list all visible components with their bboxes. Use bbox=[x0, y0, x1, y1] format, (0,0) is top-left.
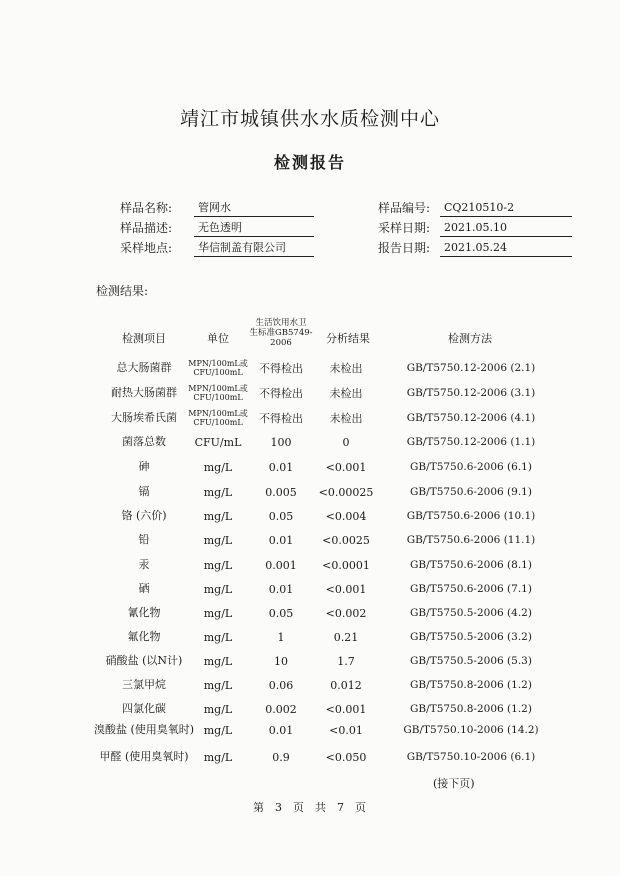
cell-unit: mg/L bbox=[203, 606, 233, 620]
cell-standard: 0.01 bbox=[268, 582, 294, 596]
sample-date-label: 采样日期: bbox=[378, 221, 431, 235]
table-row bbox=[0, 601, 620, 625]
field-sample-no bbox=[378, 200, 515, 216]
cell-unit: mg/L bbox=[203, 533, 233, 547]
cell-result: <0.0025 bbox=[322, 533, 370, 547]
cell-standard: 0.002 bbox=[265, 702, 297, 716]
sample-desc-label: 样品描述: bbox=[120, 221, 173, 235]
org-title: 靖江市城镇供水水质检测中心 bbox=[179, 108, 440, 130]
continued-note: (接下页) bbox=[433, 777, 475, 790]
cell-item: 铅 bbox=[138, 533, 150, 546]
cell-item: 总大肠菌群 bbox=[116, 361, 172, 374]
cell-standard: 100 bbox=[270, 435, 292, 449]
table-row bbox=[0, 528, 620, 552]
cell-standard: 不得检出 bbox=[259, 412, 303, 425]
cell-method: GB/T5750.12-2006 (4.1) bbox=[406, 412, 536, 424]
pager-ye2: 页 bbox=[355, 801, 367, 814]
cell-standard: 0.005 bbox=[265, 485, 297, 499]
cell-method: GB/T5750.8-2006 (1.2) bbox=[410, 679, 532, 691]
cell-result: <0.00025 bbox=[318, 485, 374, 499]
sample-desc-value: 无色透明 bbox=[194, 220, 314, 237]
cell-unit: mg/L bbox=[203, 582, 233, 596]
table-row bbox=[0, 356, 620, 380]
section-label: 检测结果: bbox=[96, 284, 149, 298]
cell-item: 四氯化碳 bbox=[122, 702, 166, 715]
cell-result: <0.01 bbox=[329, 723, 363, 737]
report-title: 检测报告 bbox=[273, 153, 346, 172]
page-footer bbox=[0, 799, 620, 815]
cell-item: 耐热大肠菌群 bbox=[111, 386, 177, 399]
cell-item: 镉 bbox=[138, 485, 150, 498]
cell-method: GB/T5750.5-2006 (5.3) bbox=[410, 655, 532, 667]
table-row bbox=[0, 673, 620, 697]
cell-method: GB/T5750.6-2006 (10.1) bbox=[406, 510, 536, 522]
table-row bbox=[0, 577, 620, 601]
cell-method: GB/T5750.6-2006 (7.1) bbox=[410, 583, 532, 595]
field-site bbox=[120, 240, 286, 256]
cell-item: 溴酸盐 (使用臭氧时) bbox=[93, 723, 195, 736]
cell-unit: mg/L bbox=[203, 558, 233, 572]
cell-item: 三氯甲烷 bbox=[122, 678, 166, 691]
cell-item: 砷 bbox=[138, 460, 150, 473]
cell-standard: 不得检出 bbox=[259, 387, 303, 400]
field-report-date bbox=[378, 240, 507, 256]
cell-result: 0.21 bbox=[333, 630, 359, 644]
header-method: 检测方法 bbox=[448, 332, 492, 345]
header-standard-line2: 生标准GB5749- bbox=[249, 328, 313, 338]
cell-method: GB/T5750.6-2006 (11.1) bbox=[406, 534, 536, 546]
cell-standard: 0.05 bbox=[268, 606, 294, 620]
table-row bbox=[0, 455, 620, 479]
cell-standard: 0.05 bbox=[268, 509, 294, 523]
pager-di: 第 bbox=[253, 801, 265, 814]
cell-standard: 10 bbox=[274, 654, 288, 668]
cell-item: 汞 bbox=[138, 558, 150, 571]
cell-standard: 0.01 bbox=[268, 723, 294, 737]
cell-standard: 0.06 bbox=[268, 678, 294, 692]
cell-result: 0 bbox=[342, 435, 350, 449]
cell-method: GB/T5750.10-2006 (6.1) bbox=[406, 751, 536, 763]
cell-standard: 0.001 bbox=[265, 558, 297, 572]
sample-date-value: 2021.05.10 bbox=[440, 220, 572, 237]
cell-method: GB/T5750.12-2006 (3.1) bbox=[406, 387, 536, 399]
cell-result: <0.050 bbox=[325, 750, 367, 764]
field-sample-desc bbox=[120, 220, 242, 236]
table-row bbox=[0, 553, 620, 577]
cell-standard: 0.01 bbox=[268, 533, 294, 547]
header-result: 分析结果 bbox=[326, 332, 370, 345]
cell-result: <0.0001 bbox=[322, 558, 370, 572]
site-label: 采样地点: bbox=[120, 241, 173, 255]
report-date-label: 报告日期: bbox=[378, 241, 431, 255]
cell-result: <0.004 bbox=[325, 509, 367, 523]
cell-unit: mg/L bbox=[203, 509, 233, 523]
cell-unit: mg/L bbox=[203, 723, 233, 737]
sample-name-label: 样品名称: bbox=[120, 201, 173, 215]
cell-method: GB/T5750.10-2006 (14.2) bbox=[403, 724, 539, 736]
cell-unit: mg/L bbox=[203, 750, 233, 764]
cell-result: 未检出 bbox=[329, 387, 363, 400]
cell-standard: 不得检出 bbox=[259, 362, 303, 375]
cell-method: GB/T5750.6-2006 (6.1) bbox=[410, 461, 532, 473]
cell-item: 氰化物 bbox=[127, 606, 161, 619]
cell-result: <0.002 bbox=[325, 606, 367, 620]
cell-unit: CFU/mL bbox=[194, 435, 242, 449]
cell-result: 未检出 bbox=[329, 362, 363, 375]
sample-no-label: 样品编号: bbox=[378, 201, 431, 215]
cell-method: GB/T5750.12-2006 (1.1) bbox=[406, 436, 536, 448]
cell-unit: MPN/100mL或 CFU/100mL bbox=[188, 408, 248, 427]
table-row bbox=[0, 745, 620, 769]
cell-item: 硒 bbox=[138, 582, 150, 595]
cell-standard: 1 bbox=[277, 630, 285, 644]
header-standard-line3: 2006 bbox=[270, 338, 292, 348]
pager-ye: 页 bbox=[293, 801, 305, 814]
cell-result: <0.001 bbox=[325, 460, 367, 474]
cell-method: GB/T5750.6-2006 (8.1) bbox=[410, 559, 532, 571]
cell-method: GB/T5750.6-2006 (9.1) bbox=[410, 486, 532, 498]
table-row bbox=[0, 381, 620, 405]
sample-name-value: 管网水 bbox=[194, 200, 314, 217]
cell-unit: MPN/100mL或 CFU/100mL bbox=[188, 383, 248, 402]
table-row bbox=[0, 625, 620, 649]
pager-current: 3 bbox=[275, 801, 283, 814]
cell-result: 未检出 bbox=[329, 412, 363, 425]
header-standard bbox=[246, 318, 316, 348]
cell-method: GB/T5750.5-2006 (3.2) bbox=[410, 631, 532, 643]
cell-result: <0.001 bbox=[325, 582, 367, 596]
cell-item: 铬 (六价) bbox=[121, 509, 167, 522]
cell-unit: MPN/100mL或 CFU/100mL bbox=[188, 358, 248, 377]
cell-item: 甲醛 (使用臭氧时) bbox=[99, 750, 189, 763]
cell-unit: mg/L bbox=[203, 630, 233, 644]
cell-unit: mg/L bbox=[203, 485, 233, 499]
cell-item: 硝酸盐 (以N计) bbox=[105, 654, 183, 667]
cell-unit: mg/L bbox=[203, 678, 233, 692]
sample-no-value: CQ210510-2 bbox=[440, 200, 572, 217]
table-row bbox=[0, 406, 620, 430]
cell-result: <0.001 bbox=[325, 702, 367, 716]
cell-method: GB/T5750.12-2006 (2.1) bbox=[406, 362, 536, 374]
report-date-value: 2021.05.24 bbox=[440, 240, 572, 257]
field-sample-name bbox=[120, 200, 231, 216]
cell-item: 氟化物 bbox=[127, 630, 161, 643]
cell-unit: mg/L bbox=[203, 460, 233, 474]
cell-standard: 0.01 bbox=[268, 460, 294, 474]
cell-item: 菌落总数 bbox=[122, 435, 166, 448]
cell-unit: mg/L bbox=[203, 654, 233, 668]
table-row bbox=[0, 504, 620, 528]
header-standard-line1: 生活饮用水卫 bbox=[255, 318, 307, 328]
header-item: 检测项目 bbox=[122, 332, 166, 345]
pager-gong: 共 bbox=[315, 801, 327, 814]
cell-method: GB/T5750.5-2006 (4.2) bbox=[410, 607, 532, 619]
cell-standard: 0.9 bbox=[272, 750, 290, 764]
field-sample-date bbox=[378, 220, 507, 236]
table-row bbox=[0, 480, 620, 504]
cell-item: 大肠埃希氏菌 bbox=[111, 411, 177, 424]
cell-unit: mg/L bbox=[203, 702, 233, 716]
cell-result: 0.012 bbox=[330, 678, 362, 692]
pager-total: 7 bbox=[337, 801, 345, 814]
table-row bbox=[0, 649, 620, 673]
cell-method: GB/T5750.8-2006 (1.2) bbox=[410, 703, 532, 715]
table-row bbox=[0, 430, 620, 454]
cell-result: 1.7 bbox=[337, 654, 355, 668]
site-value: 华信制盖有限公司 bbox=[194, 240, 314, 257]
table-row bbox=[0, 718, 620, 742]
header-unit: 单位 bbox=[207, 332, 229, 345]
